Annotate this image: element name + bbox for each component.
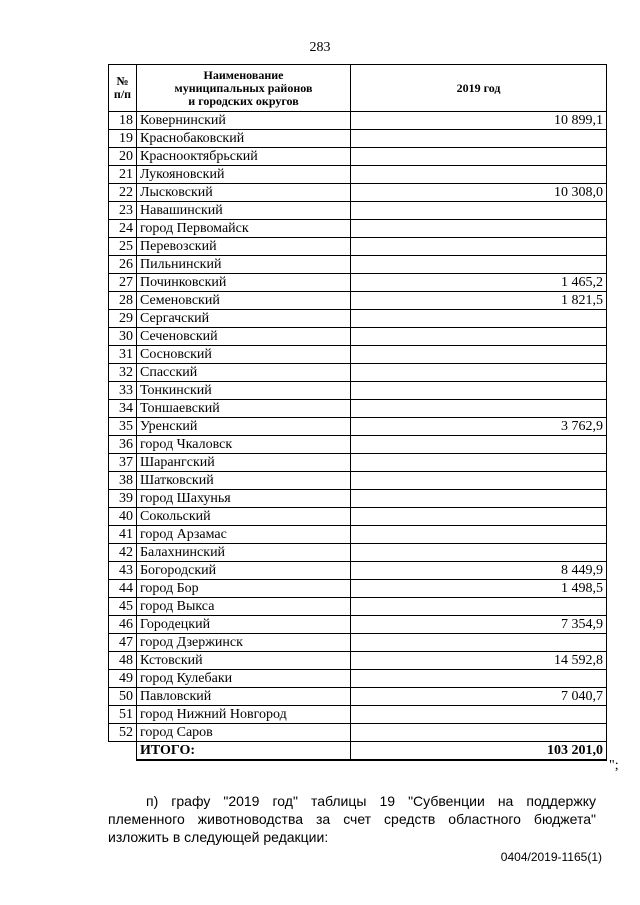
row-value [351,472,607,490]
table-row [109,472,607,490]
table-row [109,454,607,472]
row-number: 37 [109,454,137,472]
row-value [351,202,607,220]
row-number: 47 [109,634,137,652]
table-row [109,688,607,706]
row-value [351,670,607,688]
row-number: 26 [109,256,137,274]
row-number: 46 [109,616,137,634]
row-number: 40 [109,508,137,526]
table-row [109,166,607,184]
amendment-paragraph [108,792,596,846]
row-number: 28 [109,292,137,310]
row-name: Навашинский [137,202,351,220]
row-name: город Шахунья [137,490,351,508]
table-row [109,346,607,364]
row-name: Тонкинский [137,382,351,400]
table-row [109,400,607,418]
table-row [109,310,607,328]
row-number: 48 [109,652,137,670]
row-number: 41 [109,526,137,544]
row-number: 20 [109,148,137,166]
table-row [109,274,607,292]
row-name: Балахнинский [137,544,351,562]
row-number: 51 [109,706,137,724]
row-number: 21 [109,166,137,184]
row-value [351,400,607,418]
row-number: 31 [109,346,137,364]
row-value [351,148,607,166]
table-row [109,526,607,544]
table-row [109,616,607,634]
row-value: 7 040,7 [351,688,607,706]
table-row [109,328,607,346]
table-row [109,202,607,220]
page-number: 283 [309,40,331,55]
table-row [109,544,607,562]
row-name: Краснобаковский [137,130,351,148]
row-name: Тоншаевский [137,400,351,418]
table-row [109,112,607,130]
closing-quote: "; [609,758,619,773]
table-row [109,148,607,166]
row-number: 35 [109,418,137,436]
row-number: 36 [109,436,137,454]
row-value [351,544,607,562]
header-year-text: 2019 год [456,80,501,95]
row-number: 39 [109,490,137,508]
total-value: 103 201,0 [351,742,607,761]
table-row [109,292,607,310]
table-row [109,130,607,148]
row-name: Павловский [137,688,351,706]
row-value [351,490,607,508]
row-value: 14 592,8 [351,652,607,670]
row-number: 23 [109,202,137,220]
row-value [351,130,607,148]
row-name: Ковернинский [137,112,351,130]
row-name: город Бор [137,580,351,598]
row-value [351,382,607,400]
table-row [109,256,607,274]
row-name: Сеченовский [137,328,351,346]
header-year [351,65,607,112]
row-number: 32 [109,364,137,382]
row-number: 44 [109,580,137,598]
row-name: Перевозский [137,238,351,256]
row-value: 1 821,5 [351,292,607,310]
row-number: 50 [109,688,137,706]
row-number: 29 [109,310,137,328]
row-name: Спасский [137,364,351,382]
row-number: 19 [109,130,137,148]
row-name: город Саров [137,724,351,742]
row-name: Пильнинский [137,256,351,274]
row-number: 22 [109,184,137,202]
row-name: город Первомайск [137,220,351,238]
row-value [351,166,607,184]
table-row [109,508,607,526]
row-number: 43 [109,562,137,580]
table-row [109,436,607,454]
row-name: город Нижний Новгород [137,706,351,724]
row-number: 34 [109,400,137,418]
row-value [351,238,607,256]
table-row [109,490,607,508]
row-name: город Выкса [137,598,351,616]
header-name-text: Наименование муниципальных районов и городских округов [174,67,313,108]
table-row [109,562,607,580]
row-number: 27 [109,274,137,292]
row-name: город Чкаловск [137,436,351,454]
table-row [109,184,607,202]
row-name: Шатковский [137,472,351,490]
row-number: 25 [109,238,137,256]
table-row [109,364,607,382]
row-name: Сосновский [137,346,351,364]
header-number-text: № п/п [113,74,132,101]
row-value: 7 354,9 [351,616,607,634]
row-value: 3 762,9 [351,418,607,436]
row-number: 24 [109,220,137,238]
row-name: Шарангский [137,454,351,472]
row-name: Уренский [137,418,351,436]
row-name: город Кулебаки [137,670,351,688]
row-name: Сергачский [137,310,351,328]
row-value [351,526,607,544]
table-row [109,238,607,256]
header-number [109,65,137,112]
row-value [351,220,607,238]
row-value [351,256,607,274]
row-name: Кстовский [137,652,351,670]
total-row [109,742,607,761]
row-value [351,436,607,454]
row-value: 10 899,1 [351,112,607,130]
row-name: город Арзамас [137,526,351,544]
row-number: 45 [109,598,137,616]
row-value: 10 308,0 [351,184,607,202]
table-header-row [109,65,607,112]
row-value [351,724,607,742]
row-value [351,508,607,526]
table-row [109,706,607,724]
table-row [109,634,607,652]
row-number: 33 [109,382,137,400]
row-name: Семеновский [137,292,351,310]
row-value [351,454,607,472]
row-name: Богородский [137,562,351,580]
row-number: 49 [109,670,137,688]
table-row [109,220,607,238]
row-value [351,346,607,364]
table-row [109,724,607,742]
table-row [109,652,607,670]
table-row [109,382,607,400]
row-value: 1 465,2 [351,274,607,292]
row-value: 1 498,5 [351,580,607,598]
row-value [351,328,607,346]
row-name: Краснооктябрьский [137,148,351,166]
header-name [137,65,351,112]
row-value [351,634,607,652]
total-number-cell [109,742,137,761]
row-value [351,310,607,328]
table-row [109,418,607,436]
subsidies-table [108,64,607,761]
row-number: 52 [109,724,137,742]
amendment-text: п) графу "2019 год" таблицы 19 "Субвенции на поддержку племенного животноводства за счет средств областного бюджета" изложить в следующей редакции: [108,793,596,845]
row-name: Починковский [137,274,351,292]
row-number: 30 [109,328,137,346]
total-label: ИТОГО: [137,742,351,761]
row-name: Сокольский [137,508,351,526]
table-row [109,598,607,616]
row-name: Городецкий [137,616,351,634]
row-name: город Дзержинск [137,634,351,652]
row-value [351,598,607,616]
document-code: 0404/2019-1165(1) [500,850,602,864]
row-number: 38 [109,472,137,490]
row-value [351,364,607,382]
row-number: 18 [109,112,137,130]
row-value [351,706,607,724]
table-row [109,580,607,598]
table-row [109,670,607,688]
row-value: 8 449,9 [351,562,607,580]
row-name: Лукояновский [137,166,351,184]
row-number: 42 [109,544,137,562]
row-name: Лысковский [137,184,351,202]
